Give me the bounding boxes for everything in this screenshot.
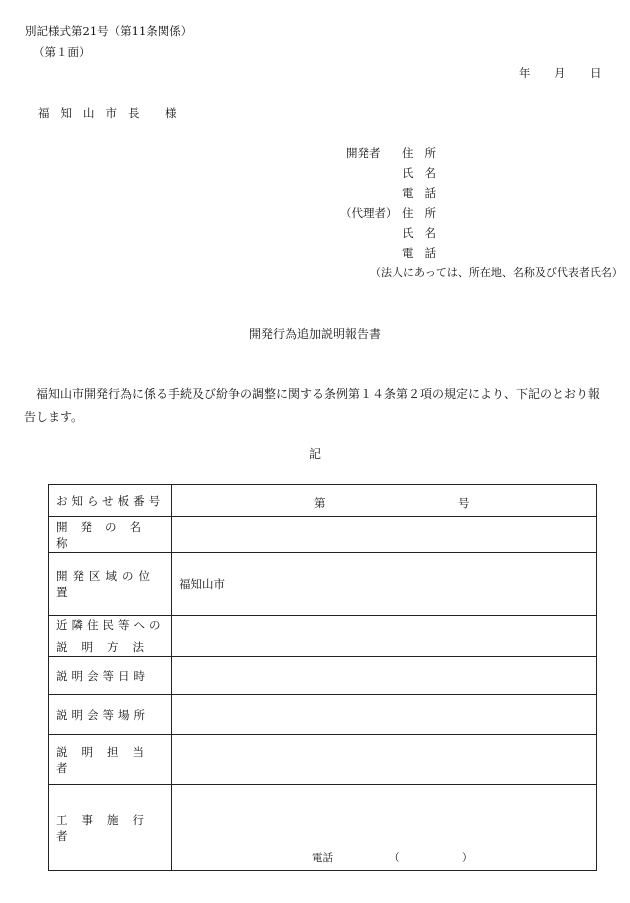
method-label: 近隣住民等への 説明方法 — [49, 616, 172, 657]
dev-area-label: 開発区域の位置 — [49, 553, 172, 616]
contractor-phone-open: （ — [389, 852, 400, 864]
developer-name-label: 氏名 — [402, 166, 447, 180]
notice-board-go: 号 — [458, 496, 470, 510]
dev-area-value: 福知山市 — [179, 577, 225, 591]
contractor-phone-label: 電話 — [312, 852, 333, 864]
date-year: 年 — [519, 66, 531, 80]
side-number: （第１面） — [33, 45, 91, 59]
agent-address-label: 住所 — [402, 206, 447, 220]
table-row — [49, 695, 597, 735]
meeting-datetime-field[interactable] — [172, 657, 597, 695]
contractor-label: 工事施行者 — [49, 785, 172, 871]
agent-phone-label: 電話 — [402, 246, 447, 260]
notice-board-dai: 第 — [314, 496, 326, 510]
method-field[interactable] — [172, 616, 597, 657]
table-row — [49, 485, 597, 517]
body-text: 福知山市開発行為に係る手続及び紛争の調整に関する条例第１４条第２項の規定により、下記のとおり報告します。 — [24, 387, 601, 424]
dev-name-label: 開発の名称 — [49, 517, 172, 553]
date-month: 月 — [554, 66, 566, 80]
agent-name-label: 氏名 — [402, 226, 447, 240]
date-day: 日 — [590, 66, 602, 80]
table-row — [49, 616, 597, 657]
person-field[interactable] — [172, 735, 597, 785]
meeting-place-field[interactable] — [172, 695, 597, 735]
addressee-honorific: 様 — [165, 106, 177, 120]
developer-label: 開発者 — [346, 146, 381, 160]
developer-address-label: 住所 — [402, 146, 447, 160]
corporation-note: （法人にあっては、所在地、名称及び代表者氏名） — [370, 266, 623, 279]
ki-mark: 記 — [308, 447, 321, 461]
notice-board-number-field[interactable] — [172, 485, 597, 517]
document-title: 開発行為追加説明報告書 — [248, 327, 381, 341]
table-row — [49, 553, 597, 616]
table-row — [49, 785, 597, 871]
notice-board-label: お知らせ板番号 — [49, 485, 172, 517]
form-number: 別記様式第21号（第11条関係） — [25, 24, 193, 38]
addressee-name: 福知山市長 — [38, 106, 151, 120]
table-row — [49, 517, 597, 553]
contractor-field[interactable] — [172, 785, 597, 871]
dev-area-field[interactable] — [172, 553, 597, 616]
developer-phone-label: 電話 — [402, 186, 447, 200]
person-label: 説明担当者 — [49, 735, 172, 785]
table-row — [49, 657, 597, 695]
meeting-place-label: 説明会等場所 — [49, 695, 172, 735]
table-row — [49, 735, 597, 785]
dev-name-field[interactable] — [172, 517, 597, 553]
meeting-datetime-label: 説明会等日時 — [49, 657, 172, 695]
agent-label: （代理者） — [340, 206, 398, 220]
report-table — [48, 484, 597, 871]
contractor-phone-close: ） — [462, 852, 473, 864]
